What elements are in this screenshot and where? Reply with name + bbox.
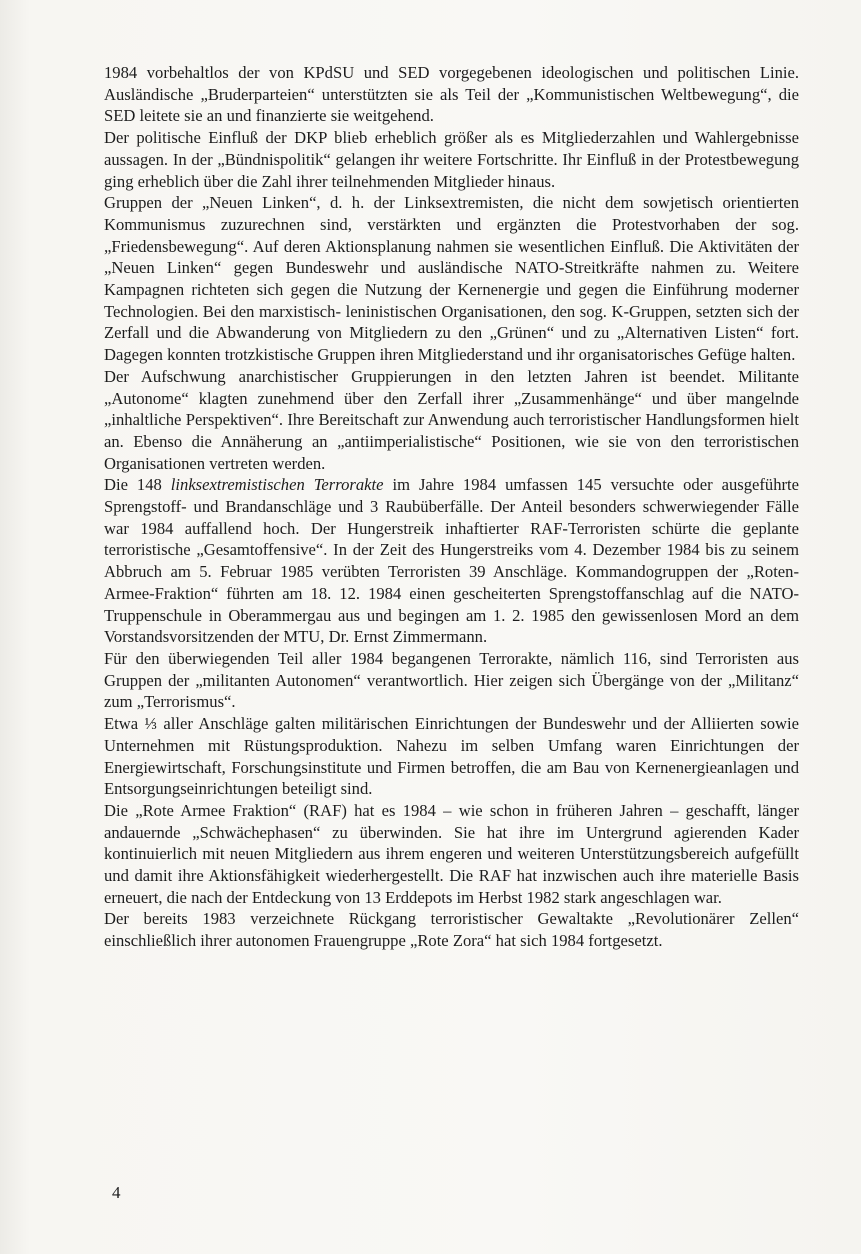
- paragraph: Für den überwiegenden Teil aller 1984 begangenen Terrorakte, nämlich 116, sind Terroristen aus Gruppen der „militanten Autonomen“ verantwortlich. Hier zeigen sich Übergänge von der „Militanz“ zum „Terrorismus“.: [104, 648, 799, 712]
- paragraph-prefix: Die 148: [104, 475, 171, 495]
- italic-term: linksextremistischen Terrorakte: [170, 475, 384, 495]
- paragraph-suffix: im Jahre 1984 umfassen 145 versuchte oder ausgeführte Sprengstoff- und Brandanschläge und 3 Raubüberfälle. Der Anteil besonders schwerwiegender Fälle war 1984 auffallend hoch. Der Hungerstreik inhaftierter RAF-Terroristen schürte die geplante terroristische „Gesamtoffensive“. In der Zeit des Hungerstreiks vom 4. Dezember 1984 bis zu seinem Abbruch am 5. Februar 1985 verübten Terroristen 39 Anschläge. Kommandogruppen der „Roten-Armee-Fraktion“ führten am 18. 12. 1984 einen gescheiterten Sprengstoffanschlag auf die NATO-Truppenschule in Oberammergau aus und begingen am 1. 2. 1985 den gewissenlosen Mord an dem Vorstandsvorsitzenden der MTU, Dr. Ernst Zimmermann.: [104, 475, 799, 647]
- paragraph: Der bereits 1983 verzeichnete Rückgang terroristischer Gewaltakte „Revolutionärer Zellen“ einschließlich ihrer autonomen Frauengruppe „Rote Zora“ hat sich 1984 fortgesetzt.: [104, 909, 799, 951]
- body-text: [104, 62, 799, 952]
- paragraph: Der Aufschwung anarchistischer Gruppierungen in den letzten Jahren ist beendet. Militante „Autonome“ klagten zunehmend über den Zerfall ihrer „Zusammenhänge“ und über mangelnde „inhaltliche Perspektiven“. Ihre Bereitschaft zur Anwendung auch terroristischer Handlungsformen hielt an. Ebenso die Annäherung an „antiimperialistische“ Positionen, wie sie von den terroristischen Organisationen vertreten werden.: [104, 366, 799, 473]
- page-number: 4: [112, 1183, 121, 1202]
- paragraph: 1984 vorbehaltlos der von KPdSU und SED vorgegebenen ideologischen und politischen Linie. Ausländische „Bruderparteien“ unterstützten sie als Teil der „Kommunistischen Weltbewegung“, die SED leitete sie an und finanzierte sie weitgehend.: [104, 63, 799, 126]
- paragraph-terrorakte: [104, 474, 799, 648]
- paragraph: Der politische Einfluß der DKP blieb erheblich größer als es Mitgliederzahlen und Wahlergebnisse aussagen. In der „Bündnispolitik“ gelangen ihr weitere Fortschritte. Ihr Einfluß in der Protestbewegung ging erheblich über die Zahl ihrer teilnehmenden Mitglieder hinaus.: [104, 128, 799, 191]
- paragraph: Etwa ⅓ aller Anschläge galten militärischen Einrichtungen der Bundeswehr und der Alliierten sowie Unternehmen mit Rüstungsproduktion. Nahezu im selben Umfang waren Einrichtungen der Energiewirtschaft, Forschungsinstitute und Firmen betroffen, die am Bau von Kernenergieanlagen und Entsorgungseinrichtungen beteiligt sind.: [104, 714, 799, 799]
- paragraph: Gruppen der „Neuen Linken“, d. h. der Linksextremisten, die nicht dem sowjetisch orientierten Kommunismus zuzurechnen sind, verstärkten und ergänzten die Protestvorhaben der sog. „Friedensbewegung“. Auf deren Aktionsplanung nahmen sie wesentlichen Einfluß. Die Aktivitäten der „Neuen Linken“ gegen Bundeswehr und ausländische NATO-Streitkräfte nahmen zu. Weitere Kampagnen richteten sich gegen die Nutzung der Kernenergie und gegen die Einführung moderner Technologien. Bei den marxistisch- leninistischen Organisationen, den sog. K-Gruppen, setzten sich der Zerfall und die Abwanderung von Mitgliedern zu den „Grünen“ und zu „Alternativen Listen“ fort. Dagegen konnten trotzkistische Gruppen ihren Mitgliederstand und ihr organisatorisches Gefüge halten.: [104, 193, 799, 365]
- paragraph: Die „Rote Armee Fraktion“ (RAF) hat es 1984 – wie schon in früheren Jahren – geschafft, länger andauernde „Schwächephasen“ zu überwinden. Sie hat ihre im Untergrund agierenden Kader kontinuierlich mit neuen Mitgliedern aus ihrem engeren und weiteren Unterstützungsbereich aufgefüllt und damit ihre Aktionsfähigkeit wiederhergestellt. Die RAF hat inzwischen auch ihre materielle Basis erneuert, die nach der Entdeckung von 13 Erddepots im Herbst 1982 stark angeschlagen war.: [104, 800, 799, 907]
